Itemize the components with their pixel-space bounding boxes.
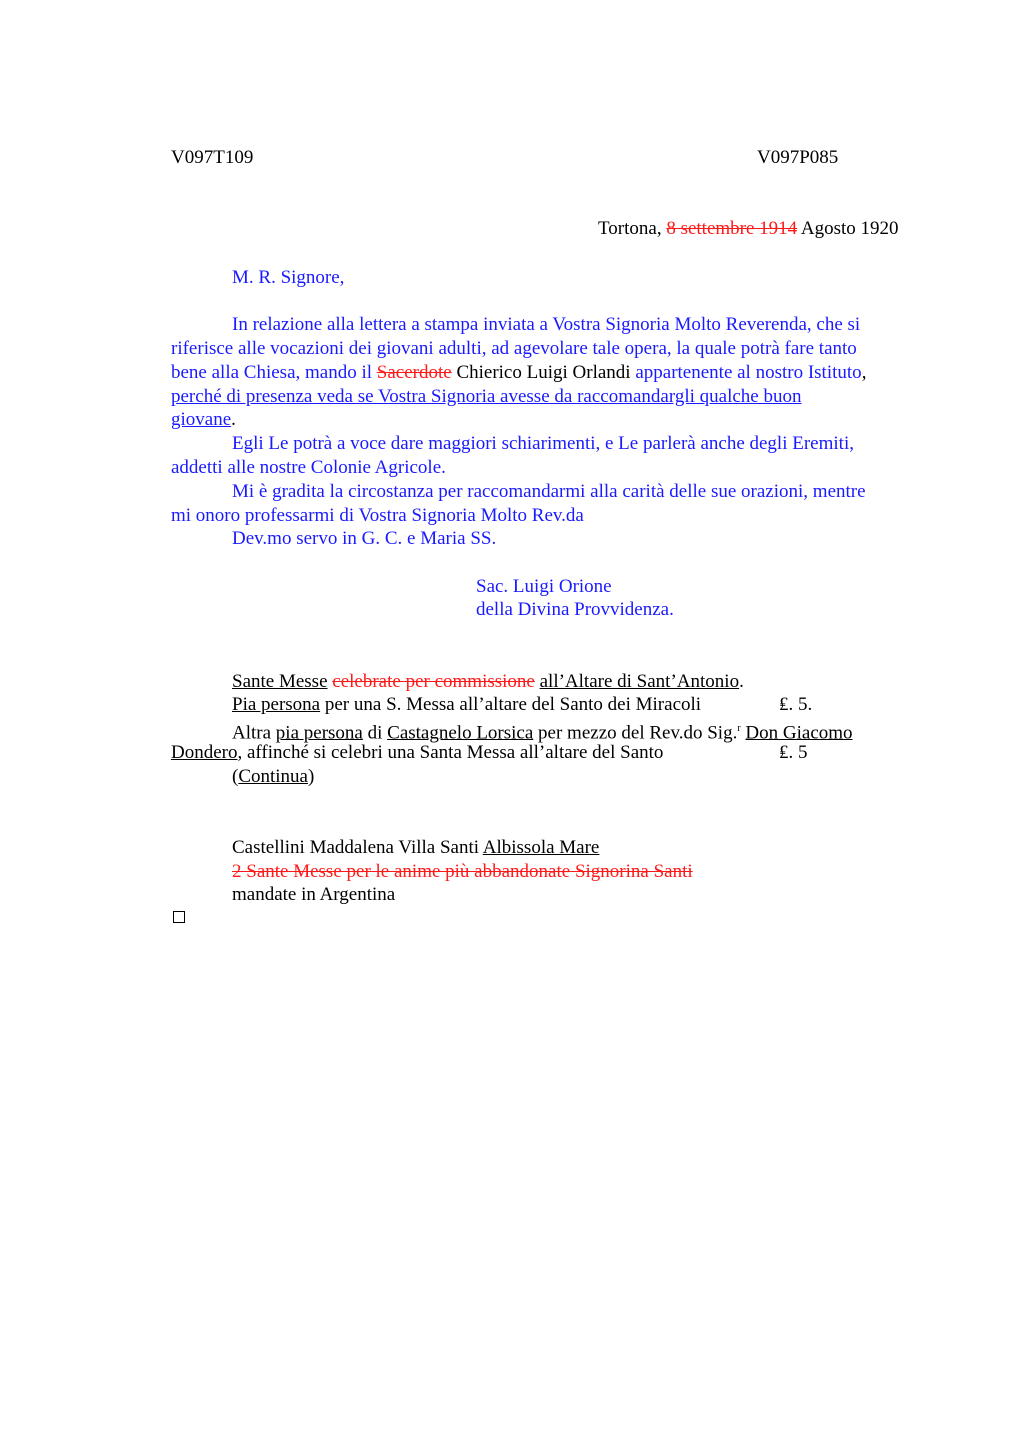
note7-struck-b: Signorina Santi [574,861,693,882]
p1-line3-comma: , [861,362,867,383]
dateline-place: Tortona, [598,218,667,239]
paragraph-1-line-3 [171,361,866,385]
salutation: M. R. Signore, [232,267,345,288]
paragraph-1-line-1: In relazione alla lettera a stampa inviata a Vostra Signoria Molto Reverenda, che si [232,314,861,335]
note3-mezzo: per mezzo del Rev.do Sig. [533,722,738,744]
document-code-left: V097T109 [171,147,254,168]
p1-line3-start: bene alla Chiesa, mando il [171,362,377,383]
note4-dondero: Dondero [171,742,238,763]
note5-close: ) [308,766,315,787]
note3-pia-persona: pia persona [275,722,363,744]
p1-line3-end: appartenente al nostro Istituto [630,362,862,383]
note3-don-giacomo: Don Giacomo [745,722,853,744]
note3-altra: Altra [232,722,276,744]
paragraph-1-line-4: perché di presenza veda se Vostra Signoria avesse da raccomandargli qualche buon [171,386,802,407]
paragraph-3-line-2: mi onoro professarmi di Vostra Signoria Molto Rev.da [171,505,584,526]
note5-open: ( [232,766,239,787]
note3-place: Castagnelo Lorsica [387,722,534,744]
note4-amount: ₤. 5 [779,742,808,763]
dateline [598,217,899,241]
paragraph-3-line-1: Mi è gradita la circostanza per raccomandarmi alla carità delle sue orazioni, mentre [232,481,866,502]
dateline-date: Agosto 1920 [797,218,899,239]
note2-text: per una S. Messa all’altare del Santo dei Miracoli [320,694,702,715]
note-line-7 [232,860,693,884]
note6-name: Castellini Maddalena Villa Santi [232,837,483,858]
note4-text: , affinché si celebri una Santa Messa all’altare del Santo [237,742,664,763]
paragraph-2-line-1: Egli Le potrà a voce dare maggiori schiarimenti, e Le parlerà anche degli Eremiti, [232,433,854,454]
p1-line5-word: giovane [171,409,232,430]
note3-sup: r [737,723,741,734]
signature-line-1: Sac. Luigi Orione [476,576,612,597]
note2-amount: ₤. 5. [779,694,813,715]
note5-continua: Continua [238,766,308,787]
inserted-name: Chierico Luigi Orlandi [451,362,631,383]
dateline-struck-date: 8 settembre 1914 [666,218,798,239]
note1-struck: celebrate per commissione [332,671,535,692]
closing-formula: Dev.mo servo in G. C. e Maria SS. [232,528,497,549]
p1-line5-dot: . [231,409,236,430]
struck-word-sacerdote: Sacerdote [376,362,452,383]
paragraph-2-line-2: addetti alle nostre Colonie Agricole. [171,457,446,478]
note1-altare: all’Altare di Sant’Antonio [539,671,740,692]
note6-place: Albissola Mare [482,837,600,858]
signature-line-2: della Divina Provvidenza. [476,599,674,620]
note-line-8: mandate in Argentina [232,884,396,905]
note3-di: di [362,722,388,744]
note-line-6 [232,836,599,860]
note-line-1 [232,670,744,694]
checkbox-square-icon [173,911,185,923]
note-line-4 [171,741,663,765]
note7-struck-a: 2 Sante Messe per le anime più abbandonate [232,861,571,882]
paragraph-1-line-5 [171,408,236,432]
note-line-5 [232,765,314,789]
paragraph-1-line-2: riferisce alle vocazioni dei giovani adulti, ad agevolare tale opera, la quale potrà fare tanto [171,338,857,359]
document-code-right: V097P085 [757,147,839,168]
note2-pia-persona: Pia persona [232,694,321,715]
note-line-2 [232,693,701,717]
note1-sante-messe: Sante Messe [232,671,328,692]
note1-dot: . [739,671,744,692]
